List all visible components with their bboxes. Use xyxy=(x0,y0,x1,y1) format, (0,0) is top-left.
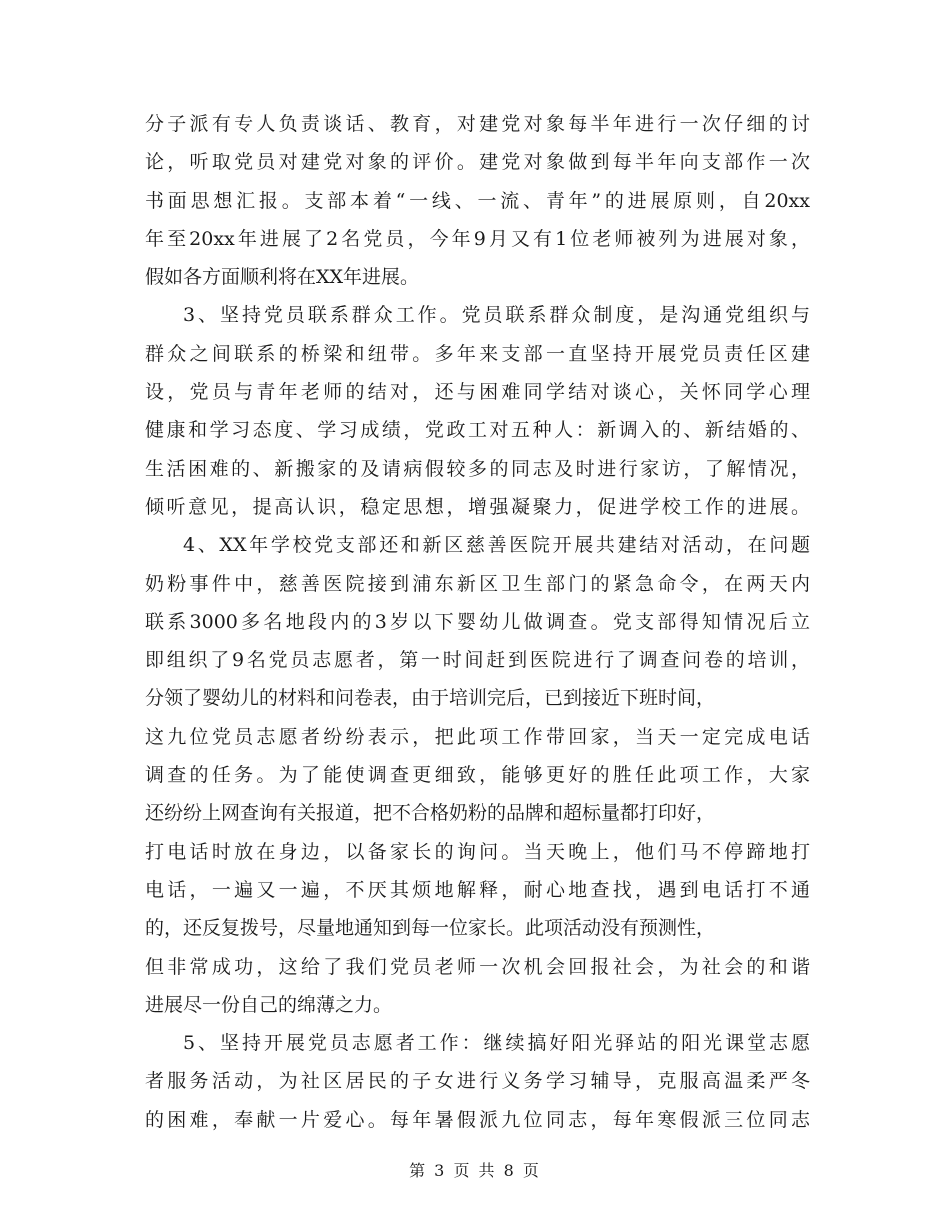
text-line: 假如各方面顺利将在XX年进展。 xyxy=(145,266,420,289)
text-line: 进展尽一份自己的绵薄之力。 xyxy=(145,993,393,1016)
text-line: 倾听意见，提高认识，稳定思想，增强凝聚力，促进学校工作的进展。 xyxy=(145,495,810,518)
text-line: 3、坚持党员联系群众工作。党员联系群众制度，是沟通党组织与 xyxy=(183,304,810,327)
text-line: 生活困难的、新搬家的及请病假较多的同志及时进行家访，了解情况， xyxy=(145,457,810,480)
text-line: 健康和学习态度、学习成绩，党政工对五种人：新调入的、新结婚的、 xyxy=(145,419,810,442)
text-line: 论，听取党员对建党对象的评价。建党对象做到每半年向支部作一次 xyxy=(145,151,810,174)
text-line: 的，还反复拨号，尽量地通知到每一位家长。此项活动没有预测性， xyxy=(145,917,716,940)
text-line: 但非常成功，这给了我们党员老师一次机会回报社会，为社会的和谐 xyxy=(145,955,810,978)
text-line: 分子派有专人负责谈话、教育，对建党对象每半年进行一次仔细的讨 xyxy=(145,113,810,135)
paragraph xyxy=(145,1024,810,1139)
paragraph xyxy=(145,105,810,296)
text-line: 电话，一遍又一遍，不厌其烦地解释，耐心地查找，遇到电话打不通 xyxy=(145,878,810,901)
text-line: 书面思想汇报。支部本着“一线、一流、青年”的进展原则，自20xx xyxy=(145,189,810,212)
document-body xyxy=(145,105,810,1139)
text-line: 联系3000多名地段内的3岁以下婴幼儿做调查。党支部得知情况后立 xyxy=(145,610,810,633)
text-line: 4、XX年学校党支部还和新区慈善医院开展共建结对活动，在问题 xyxy=(183,534,810,557)
text-line: 这九位党员志愿者纷纷表示，把此项工作带回家，当天一定完成电话 xyxy=(145,725,810,748)
text-line: 设，党员与青年老师的结对，还与困难同学结对谈心，关怀同学心理 xyxy=(145,381,810,404)
text-line: 群众之间联系的桥梁和纽带。多年来支部一直坚持开展党员责任区建 xyxy=(145,342,810,365)
text-line: 年至20xx年进展了2名党员，今年9月又有1位老师被列为进展对象， xyxy=(145,227,810,250)
text-line: 的困难，奉献一片爱心。每年暑假派九位同志，每年寒假派三位同志 xyxy=(145,1108,810,1131)
text-line: 即组织了9名党员志愿者，第一时间赶到医院进行了调查问卷的培训， xyxy=(145,649,810,672)
text-line: 打电话时放在身边，以备家长的询问。当天晚上，他们马不停蹄地打 xyxy=(145,840,810,863)
paragraph xyxy=(145,526,810,1024)
text-line: 调查的任务。为了能使调查更细致，能够更好的胜任此项工作，大家 xyxy=(145,764,810,787)
page-footer: 第 3 页 共 8 页 xyxy=(409,1161,541,1180)
paragraph xyxy=(145,296,810,526)
text-line: 还纷纷上网查询有关报道，把不合格奶粉的品牌和超标量都打印好， xyxy=(145,802,716,825)
text-line: 奶粉事件中，慈善医院接到浦东新区卫生部门的紧急命令，在两天内 xyxy=(145,572,810,595)
text-line: 者服务活动，为社区居民的子女进行义务学习辅导，克服高温柔严冬 xyxy=(145,1070,810,1093)
text-line: 5、坚持开展党员志愿者工作：继续搞好阳光驿站的阳光课堂志愿 xyxy=(183,1032,810,1055)
text-line: 分领了婴幼儿的材料和问卷表，由于培训完后，已到接近下班时间， xyxy=(145,687,716,710)
